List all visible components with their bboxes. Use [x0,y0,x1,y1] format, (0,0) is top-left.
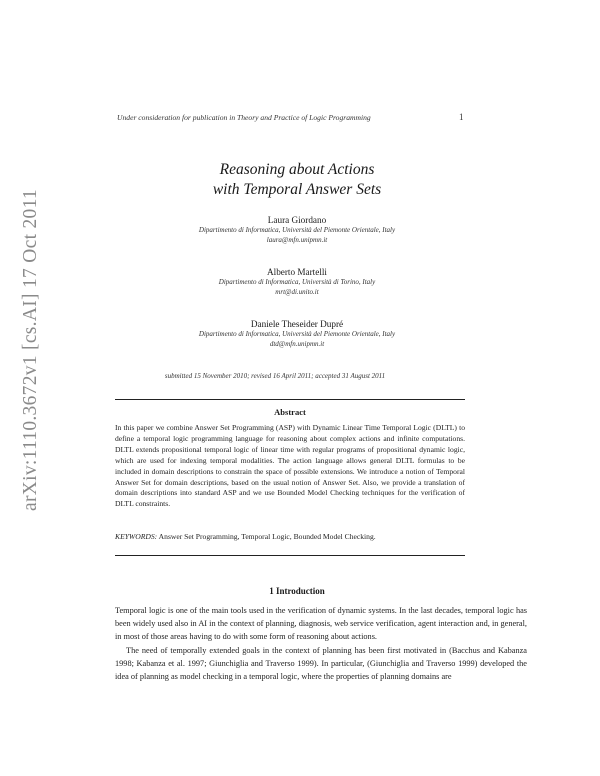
paragraph: Temporal logic is one of the main tools used in the verification of dynamic systems. In the last decades, temporal logic has been widely used also in AI in the context of planning, diagnosis, web service verification, agent interaction and, in general, in most of those areas having to do with some form of reasoning about actions. [115,606,527,642]
paper-title [0,160,594,200]
author-affiliation: Dipartimento di Informatica, Università del Piemonte Orientale, Italy [198,226,396,234]
running-head: Under consideration for publication in Theory and Practice of Logic Programming [117,113,371,122]
author-name: Daniele Theseider Dupré [250,319,344,329]
page-number: 1 [459,112,464,122]
author-email: mrt@di.unito.it [275,287,319,296]
abstract-top-rule [115,399,465,400]
keywords-text: Answer Set Programming, Temporal Logic, Bounded Model Checking. [157,532,376,541]
abstract-text: In this paper we combine Answer Set Programming (ASP) with Dynamic Linear Time Temporal Logic (DLTL) to define a temporal logic programming language for reasoning about complex actions and infinite computations. DLTL extends propositional temporal logic of linear time with regular programs of propositional dynamic logic, which are used for indexing temporal modalities. The action language allows general DLTL formulas to be included in domain descriptions to constrain the space of possible extensions. We introduce a notion of Temporal Answer Set for domain descriptions, based on the usual notion of Answer Set. Also, we provide a translation of domain descriptions into standard ASP and we use Bounded Model Checking techniques for the verification of DLTL constraints. [115,423,465,509]
abstract-heading: Abstract [274,407,306,417]
submission-dates: submitted 15 November 2010; revised 16 April 2011; accepted 31 August 2011 [164,372,386,380]
title-line-1: Reasoning about Actions [219,161,375,178]
keywords-label: KEYWORDS: [115,532,158,541]
author-block-2 [0,266,594,297]
arxiv-id-text: arXiv:1110.3672v1 [cs.AI] 17 Oct 2011 [20,189,41,511]
author-name: Alberto Martelli [267,267,327,277]
author-affiliation: Dipartimento di Informatica, Università di Torino, Italy [218,278,376,286]
keywords [115,532,465,541]
author-block-1 [0,214,594,245]
abstract-bottom-rule [115,555,465,556]
author-affiliation: Dipartimento di Informatica, Università del Piemonte Orientale, Italy [198,330,396,338]
introduction-body [115,604,527,683]
author-email: dtd@mfn.unipmn.it [269,339,325,348]
title-line-2: with Temporal Answer Sets [212,181,382,198]
paragraph: The need of temporally extended goals in the context of planning has been first motivated in (Bacchus and Kabanza 1998; Kabanza et al. 1997; Giunchiglia and Traverso 1999). In particular, (Giunchiglia and Traverso 1999) developed the idea of planning as model checking in a temporal logic, where the properties of planning domains are [115,645,527,682]
author-name: Laura Giordano [267,215,327,225]
author-block-3 [0,318,594,349]
section-heading: 1 Introduction [269,586,325,596]
author-email: laura@mfn.unipmn.it [266,235,328,244]
